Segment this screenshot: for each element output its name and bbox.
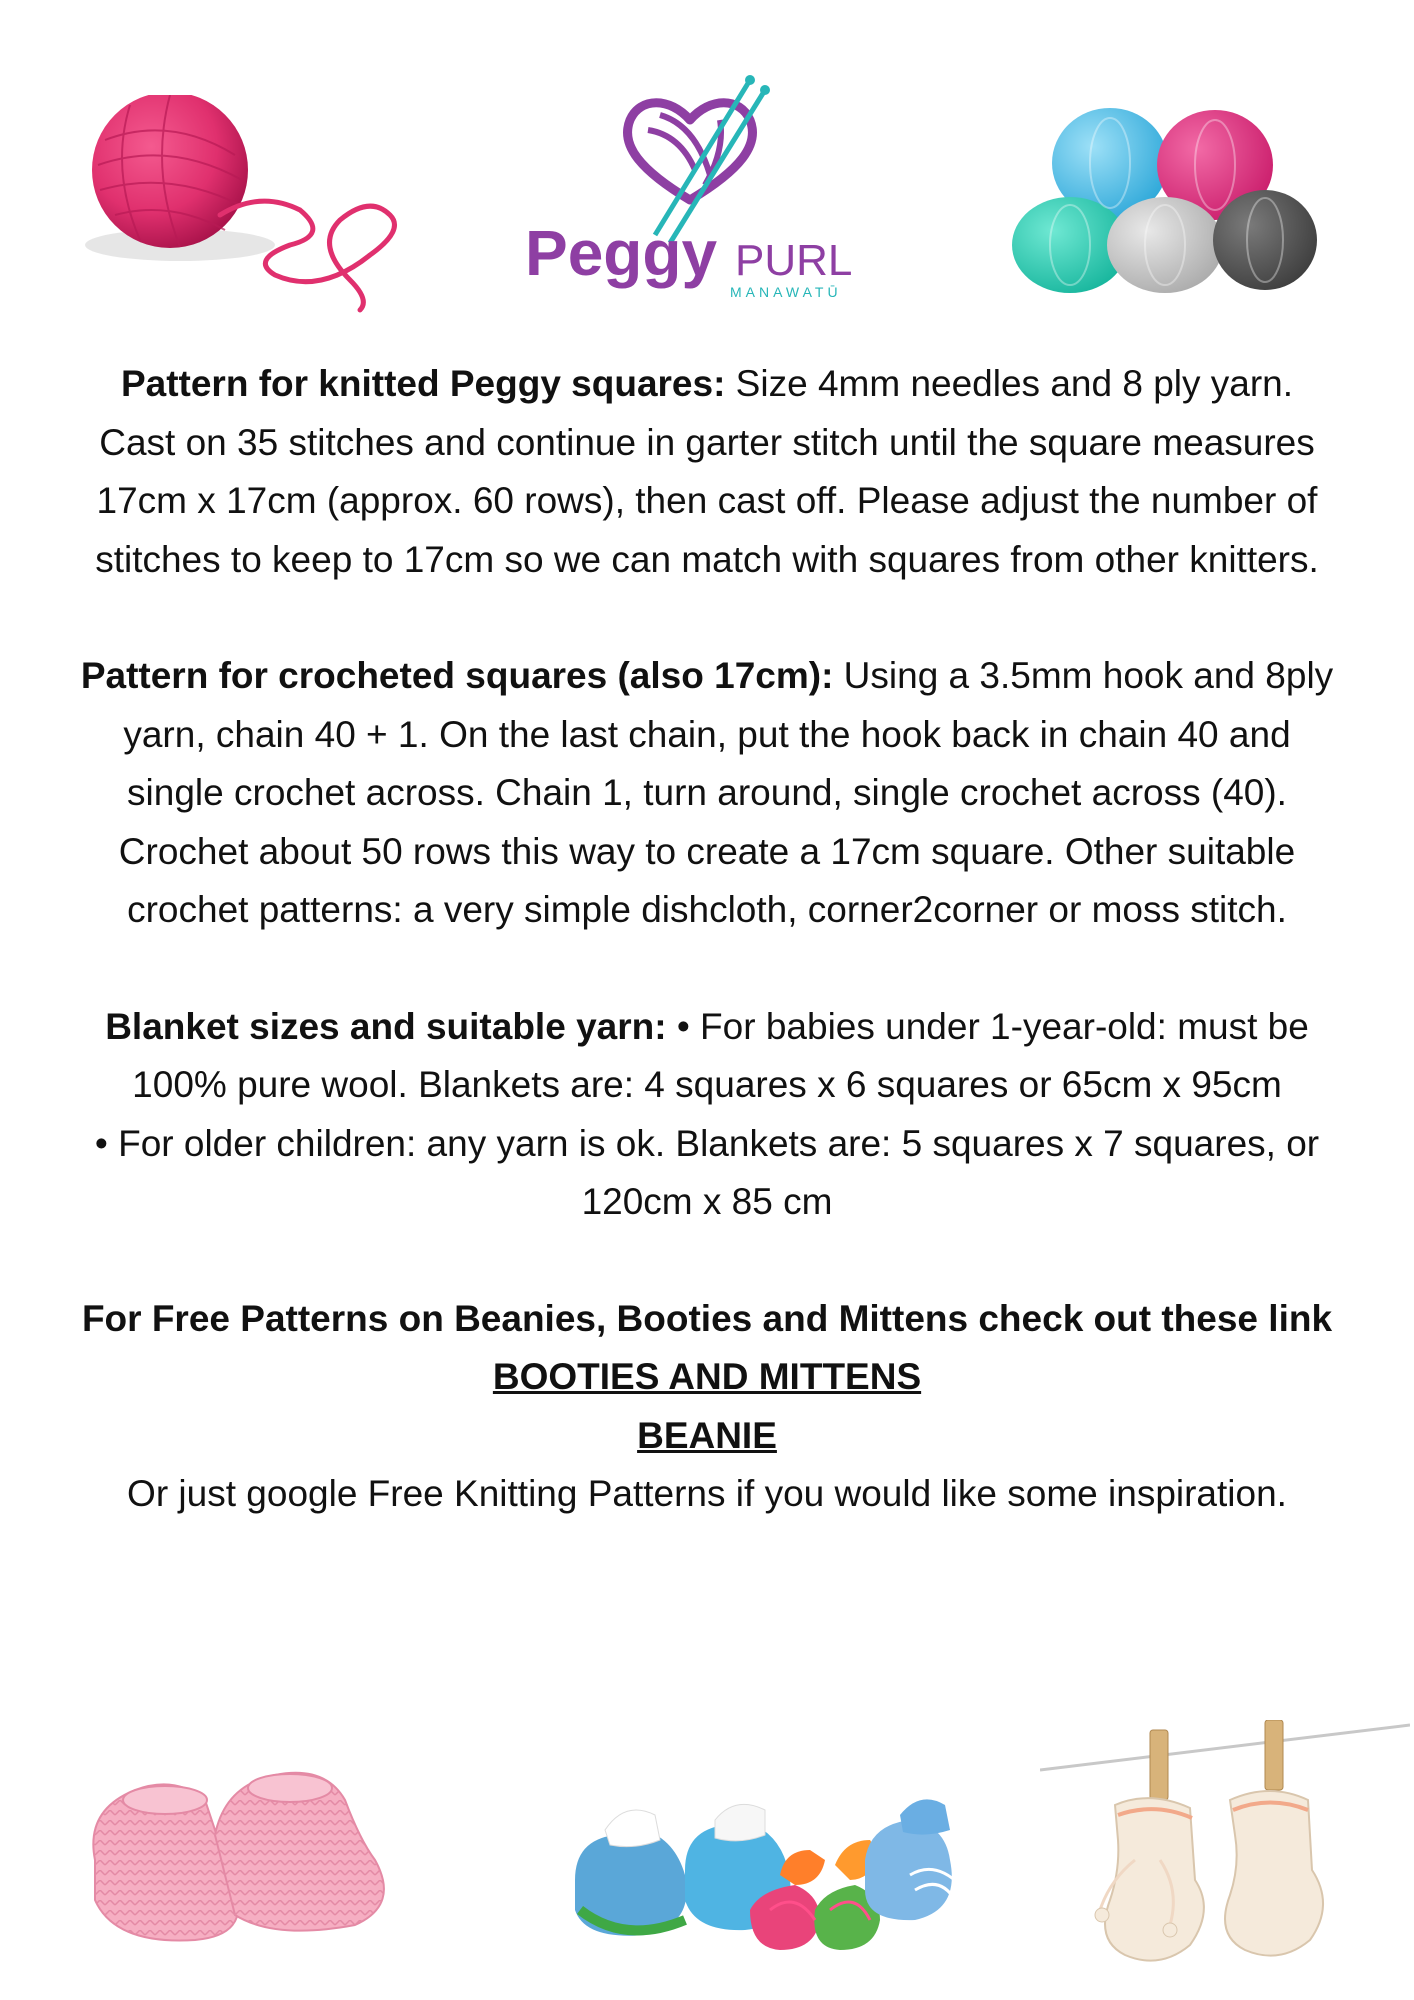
crocheted-heading: Pattern for crocheted squares (also 17cm):	[80, 655, 834, 696]
colorful-booties-image	[565, 1760, 985, 1960]
blanket-older: • For older children: any yarn is ok. Blankets are: 5 squares x 7 squares, or 120cm x 85 cm	[94, 1122, 1320, 1222]
blanket-babies: • For babies under 1-year-old: must be 100% pure wool. Blankets are: 4 squares x 6 squares or 65cm x 95cm	[132, 1005, 1309, 1105]
crocheted-section	[80, 647, 1334, 940]
header	[0, 0, 1414, 330]
yarn-skeins-image	[1010, 95, 1320, 295]
beanie-link[interactable]: BEANIE	[637, 1414, 777, 1456]
knitted-body: Size 4mm needles and 8 ply yarn. Cast on 35 stitches and continue in garter stitch until the square measures 17cm x 17cm (approx. 60 rows), then cast off. Please adjust the number of stitches to keep to 17cm so we can match with squares from other knitters.	[95, 363, 1319, 580]
instructions	[80, 355, 1334, 1524]
free-patterns-section	[80, 1290, 1334, 1524]
knitted-heading: Pattern for knitted Peggy squares:	[120, 363, 726, 404]
blanket-heading: Blanket sizes and suitable yarn:	[105, 1005, 667, 1047]
blanket-section	[80, 998, 1334, 1232]
logo-name-purl: PURL	[735, 236, 853, 285]
footer	[0, 1720, 1414, 2000]
booties-mittens-link[interactable]: BOOTIES AND MITTENS	[492, 1356, 922, 1397]
logo-name: Peggy	[525, 217, 718, 289]
logo-region: MANAWATŪ	[730, 284, 842, 300]
free-patterns-heading: For Free Patterns on Beanies, Booties and Mittens check out these link	[81, 1297, 1333, 1339]
crocheted-body: Using a 3.5mm hook and 8ply yarn, chain 40 + 1. On the last chain, put the hook back in chain 40 and single crochet across. Chain 1, turn around, single crochet across (40). Crochet about 50 rows this way to create a 17cm square. Other suitable crochet patterns: a very simple dishcloth, corner2corner or moss stitch.	[118, 655, 1334, 930]
peggy-purl-logo	[520, 75, 880, 305]
pink-booties-image	[75, 1740, 415, 1960]
pink-yarn-ball-image	[70, 95, 420, 320]
cream-booties-clothesline-image	[1040, 1720, 1410, 1990]
free-patterns-note: Or just google Free Knitting Patterns if you would like some inspiration.	[127, 1473, 1287, 1514]
knitted-section	[80, 355, 1334, 589]
